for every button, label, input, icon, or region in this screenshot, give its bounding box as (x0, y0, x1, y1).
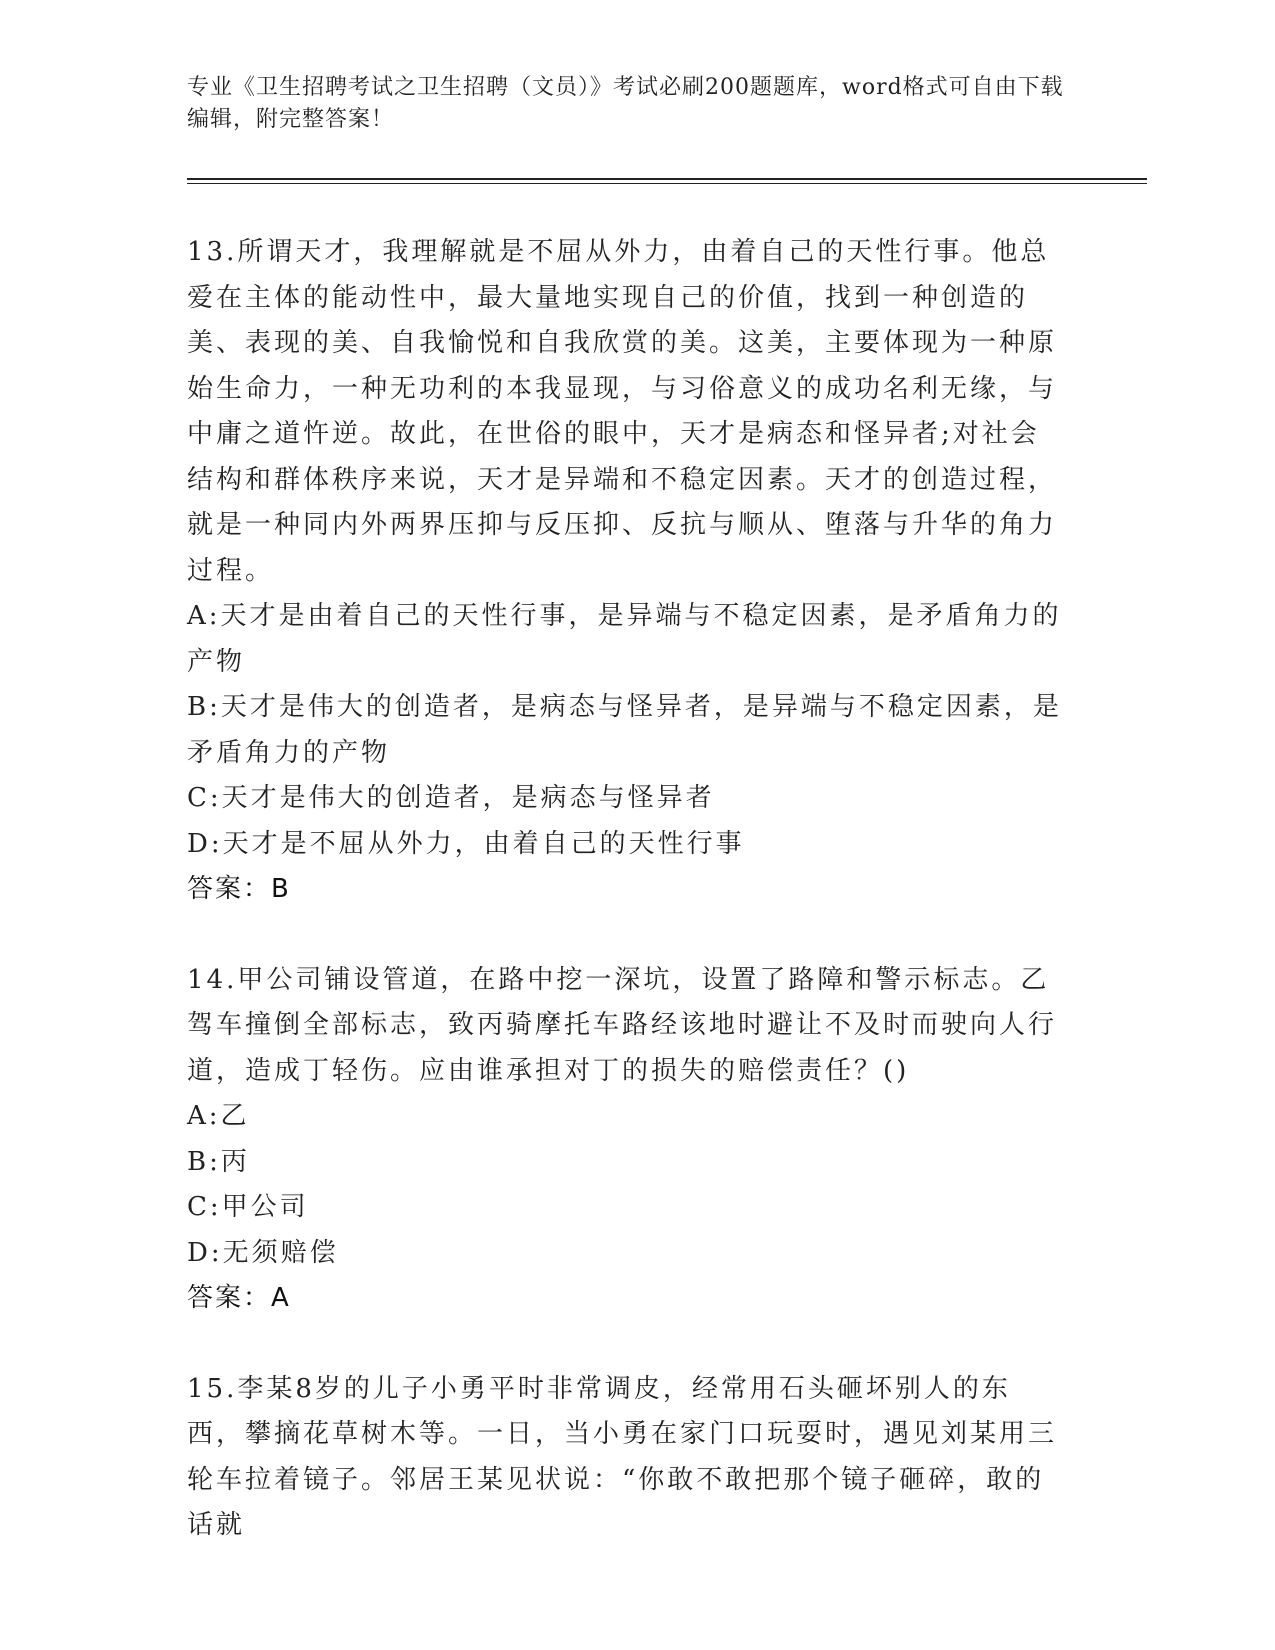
question-list (187, 230, 1067, 1549)
question-14 (187, 958, 1067, 1322)
option-b: B:丙 (187, 1146, 250, 1177)
question-15 (187, 1367, 1067, 1549)
answer-line: 答案：B (187, 874, 291, 904)
option-b: B:天才是伟大的创造者，是病态与怪异者，是异端与不稳定因素，是矛盾角力的产物 (187, 692, 1062, 768)
question-text: 13.所谓天才，我理解就是不屈从外力，由着自己的天性行事。他总爱在主体的能动性中，最大量地实现自己的价值，找到一种创造的美、表现的美、自我愉悦和自我欣赏的美。这美，主要体现为一种原始生命力，一种无功利的本我显现，与习俗意义的成功名利无缘，与中庸之道忤逆。故此，在世俗的眼中，天才是病态和怪异者;对社会结构和群体秩序来说，天才是异端和不稳定因素。天才的创造过程，就是一种同内外两界压抑与反压抑、反抗与顺从、堕落与升华的角力过程。 (187, 237, 1058, 586)
header-divider-thick (187, 178, 1147, 180)
question-text: 15.李某8岁的儿子小勇平时非常调皮，经常用石头砸坏别人的东西，攀摘花草树木等。一日，当小勇在家门口玩耍时，遇见刘某用三轮车拉着镜子。邻居王某见状说：“你敢不敢把那个镜子砸碎，敢的话就 (187, 1373, 1058, 1540)
option-a: A:天才是由着自己的天性行事，是异端与不稳定因素，是矛盾角力的产物 (187, 601, 1062, 677)
option-a: A:乙 (187, 1101, 250, 1131)
option-c: C:甲公司 (187, 1192, 309, 1222)
document-header: 专业《卫生招聘考试之卫生招聘（文员）》考试必刷200题题库，word格式可自由下载编辑，附完整答案！ (187, 75, 1064, 132)
question-13 (187, 230, 1067, 913)
header-divider-thin (187, 183, 1147, 184)
answer-line: 答案：A (187, 1283, 291, 1313)
question-text: 14.甲公司铺设管道，在路中挖一深坑，设置了路障和警示标志。乙驾车撞倒全部标志，致丙骑摩托车路经该地时避让不及时而驶向人行道，造成丁轻伤。应由谁承担对丁的损失的赔偿责任？() (187, 964, 1058, 1086)
option-c: C:天才是伟大的创造者，是病态与怪异者 (187, 783, 715, 813)
option-d: D:无须赔偿 (187, 1237, 339, 1268)
option-d: D:天才是不屈从外力，由着自己的天性行事 (187, 828, 745, 859)
